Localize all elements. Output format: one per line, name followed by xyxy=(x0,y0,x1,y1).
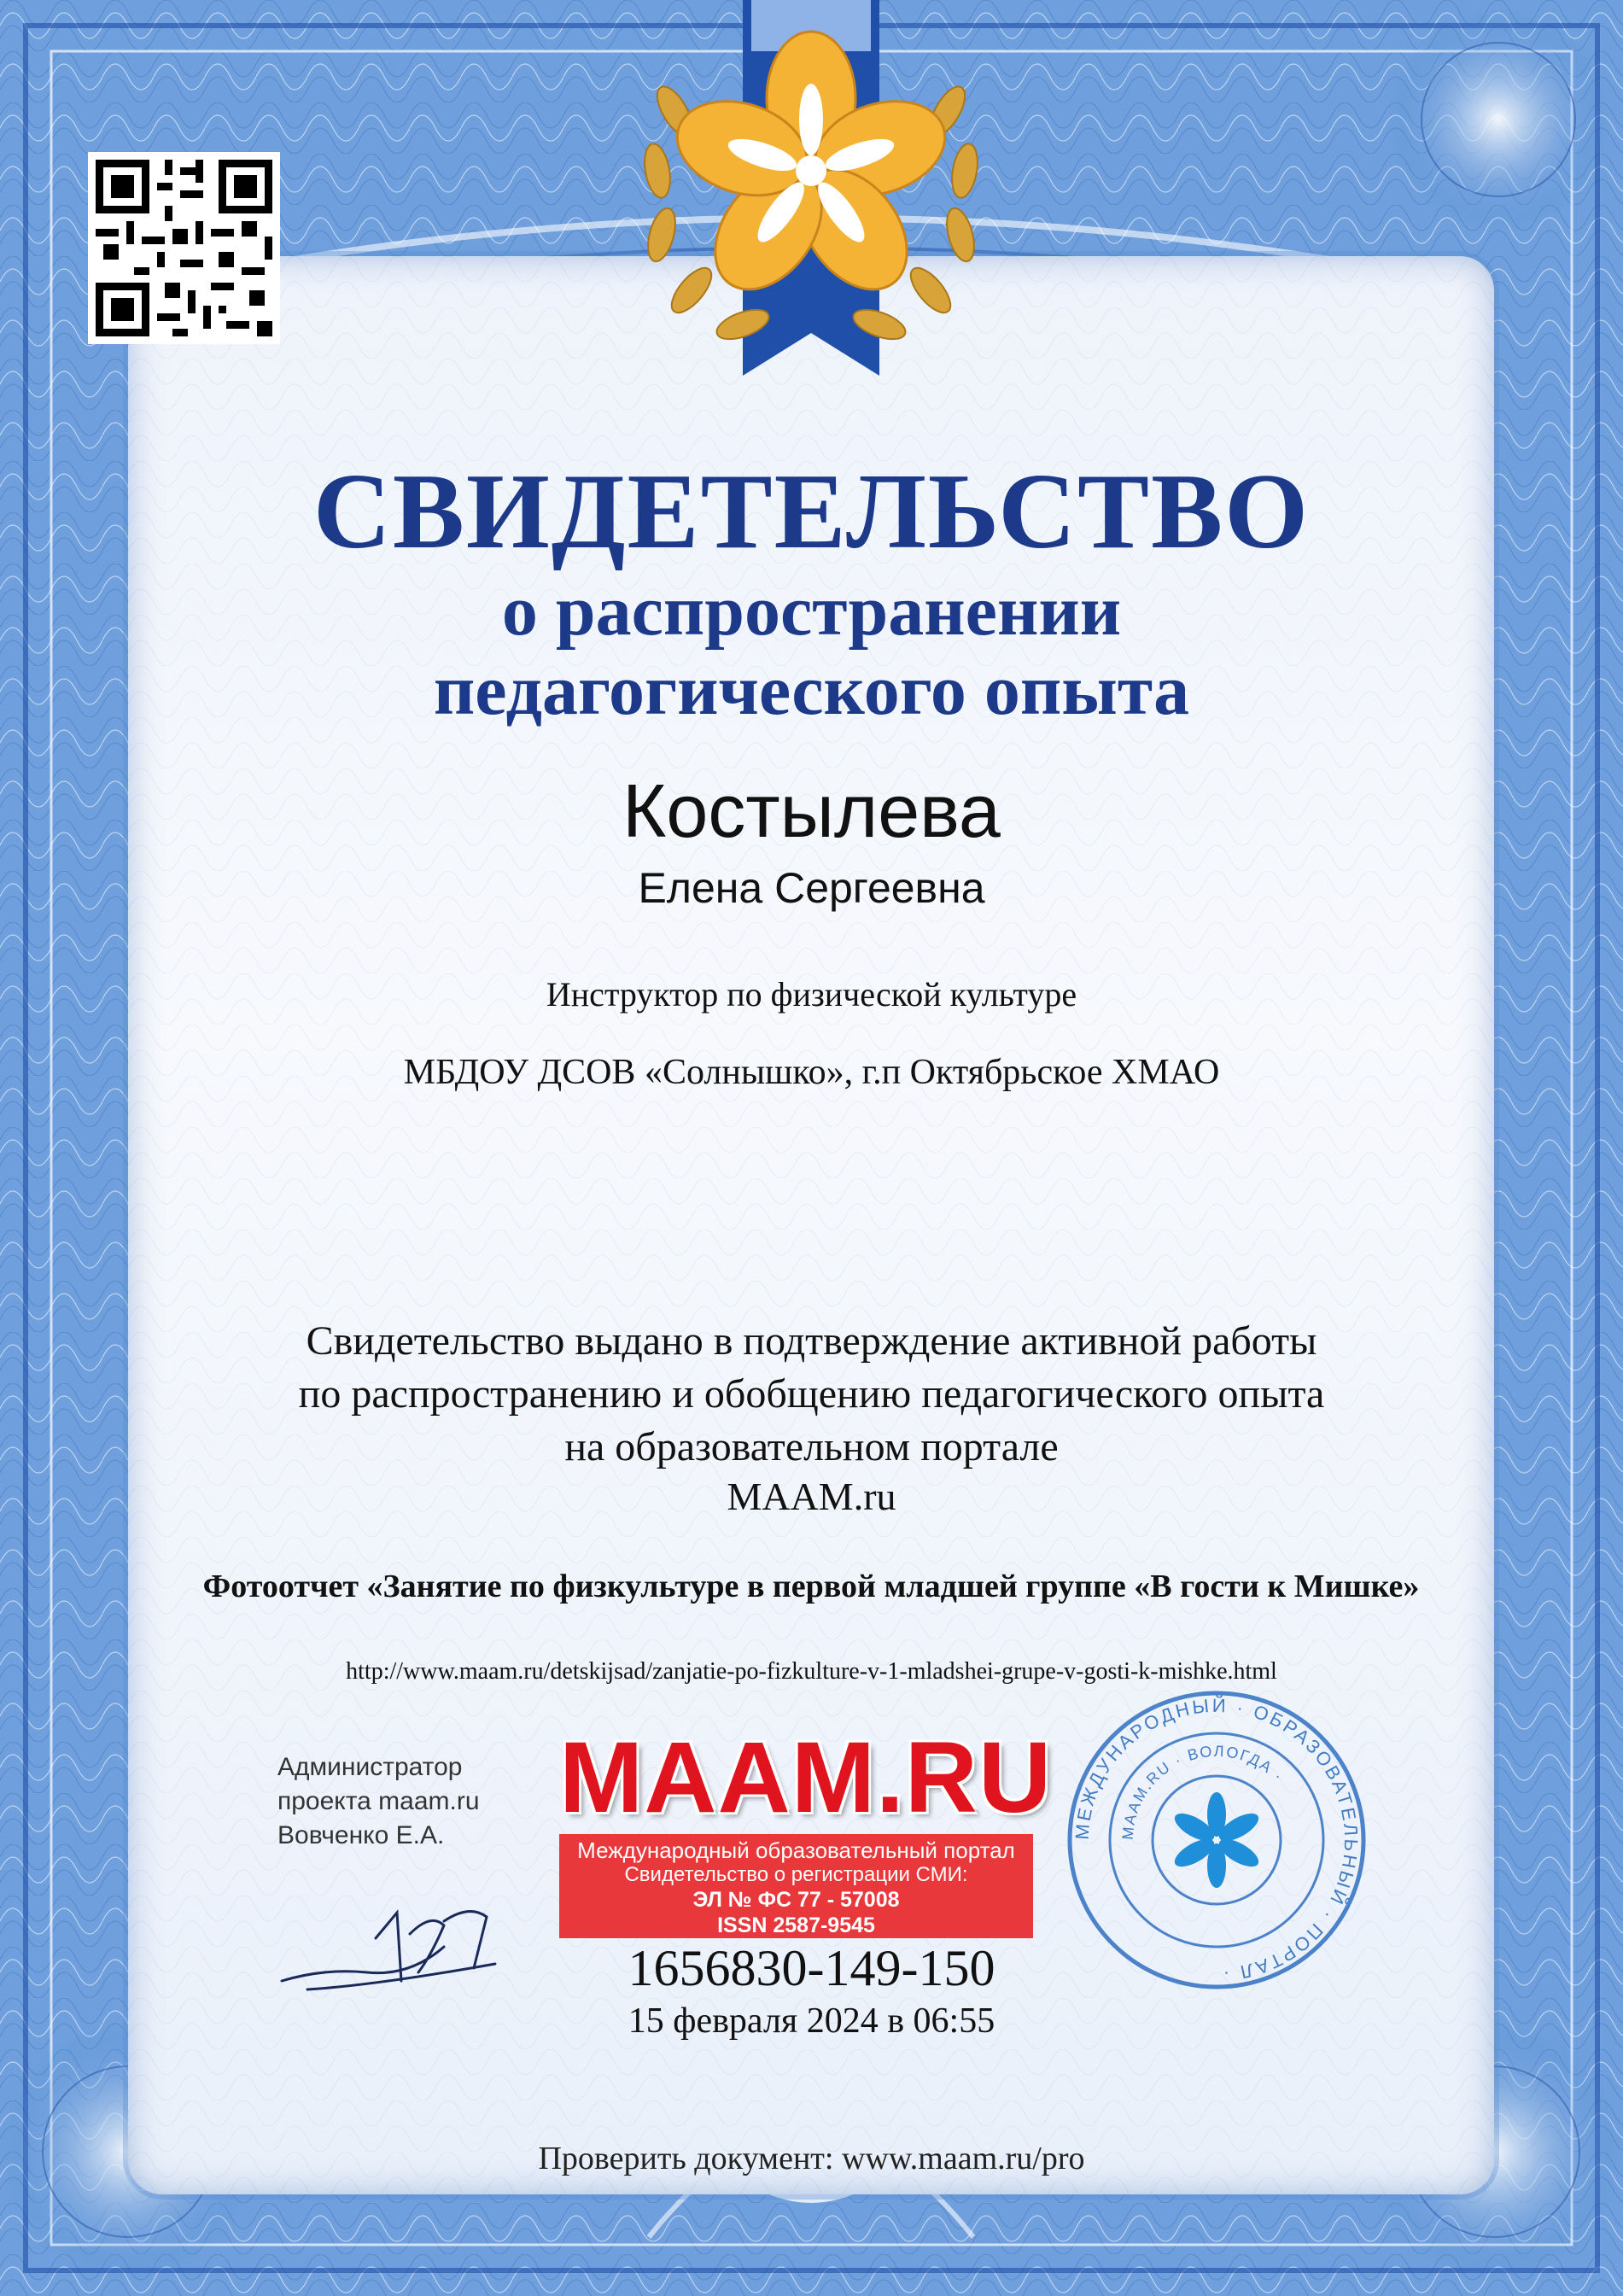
work-title: Фотоотчет «Занятие по физкультуре в первой младшей группе «В гости к Мишке» xyxy=(202,1569,1420,1604)
verify-document-link[interactable]: Проверить документ: www.maam.ru/pro xyxy=(538,2141,1085,2176)
certificate-number: 1656830-149-150 xyxy=(628,1940,995,1996)
body-line-1: Свидетельство выдано в подтверждение активной работы xyxy=(306,1318,1317,1364)
recipient-organization: МБДОУ ДСОВ «Солнышко», г.п Октябрьское ХМАО xyxy=(403,1053,1220,1092)
body-line-3: на образовательном портале xyxy=(564,1424,1059,1469)
admin-line-2: проекта maam.ru xyxy=(277,1787,480,1815)
portal-name: MAAM.ru xyxy=(727,1475,896,1518)
certificate-date: 15 февраля 2024 в 06:55 xyxy=(628,2001,995,2041)
stamp-outer-text: МЕЖДУНАРОДНЫЙ · ОБРАЗОВАТЕЛЬНЫЙ · ПОРТАЛ · xyxy=(1071,1694,1363,1985)
certificate-body xyxy=(0,1315,1623,1474)
administrator-block xyxy=(277,1750,480,1853)
logo-line-1: Международный образовательный портал xyxy=(577,1837,1015,1863)
qr-code xyxy=(88,152,280,344)
logo-line-4: ISSN 2587-9545 xyxy=(717,1913,875,1937)
logo-line-2: Свидетельство о регистрации СМИ: xyxy=(624,1863,968,1886)
qr-code-icon xyxy=(88,152,280,344)
flower-award-emblem-icon xyxy=(615,0,1007,393)
recipient-position: Инструктор по физической культуре xyxy=(546,975,1077,1014)
stamp-inner-text: MAAM.RU · ВОЛОГДА · xyxy=(1118,1742,1287,1841)
certificate-subtitle-line2: педагогического опыта xyxy=(433,651,1190,730)
body-line-2: по распространению и обобщению педагогического опыта xyxy=(298,1371,1325,1417)
certificate-subtitle-line1: о распространении xyxy=(501,571,1122,651)
logo-wordmark: MAAM.RU xyxy=(559,1721,1053,1834)
recipient-given-names: Елена Сергеевна xyxy=(638,864,985,912)
certificate-title: СВИДЕТЕЛЬСТВО xyxy=(312,453,1311,571)
maam-logo xyxy=(559,1721,1053,1938)
logo-info-band xyxy=(559,1834,1033,1938)
admin-line-3: Вовченко Е.А. xyxy=(277,1821,445,1849)
recipient-surname: Костылева xyxy=(622,768,1001,853)
admin-line-1: Администратор xyxy=(277,1753,463,1781)
logo-line-3: ЭЛ № ФС 77 - 57008 xyxy=(692,1888,900,1912)
work-url[interactable]: http://www.maam.ru/detskijsad/zanjatie-po-fizkulture-v-1-mladshei-grupe-v-gosti-k-mishke.html xyxy=(346,1658,1277,1685)
